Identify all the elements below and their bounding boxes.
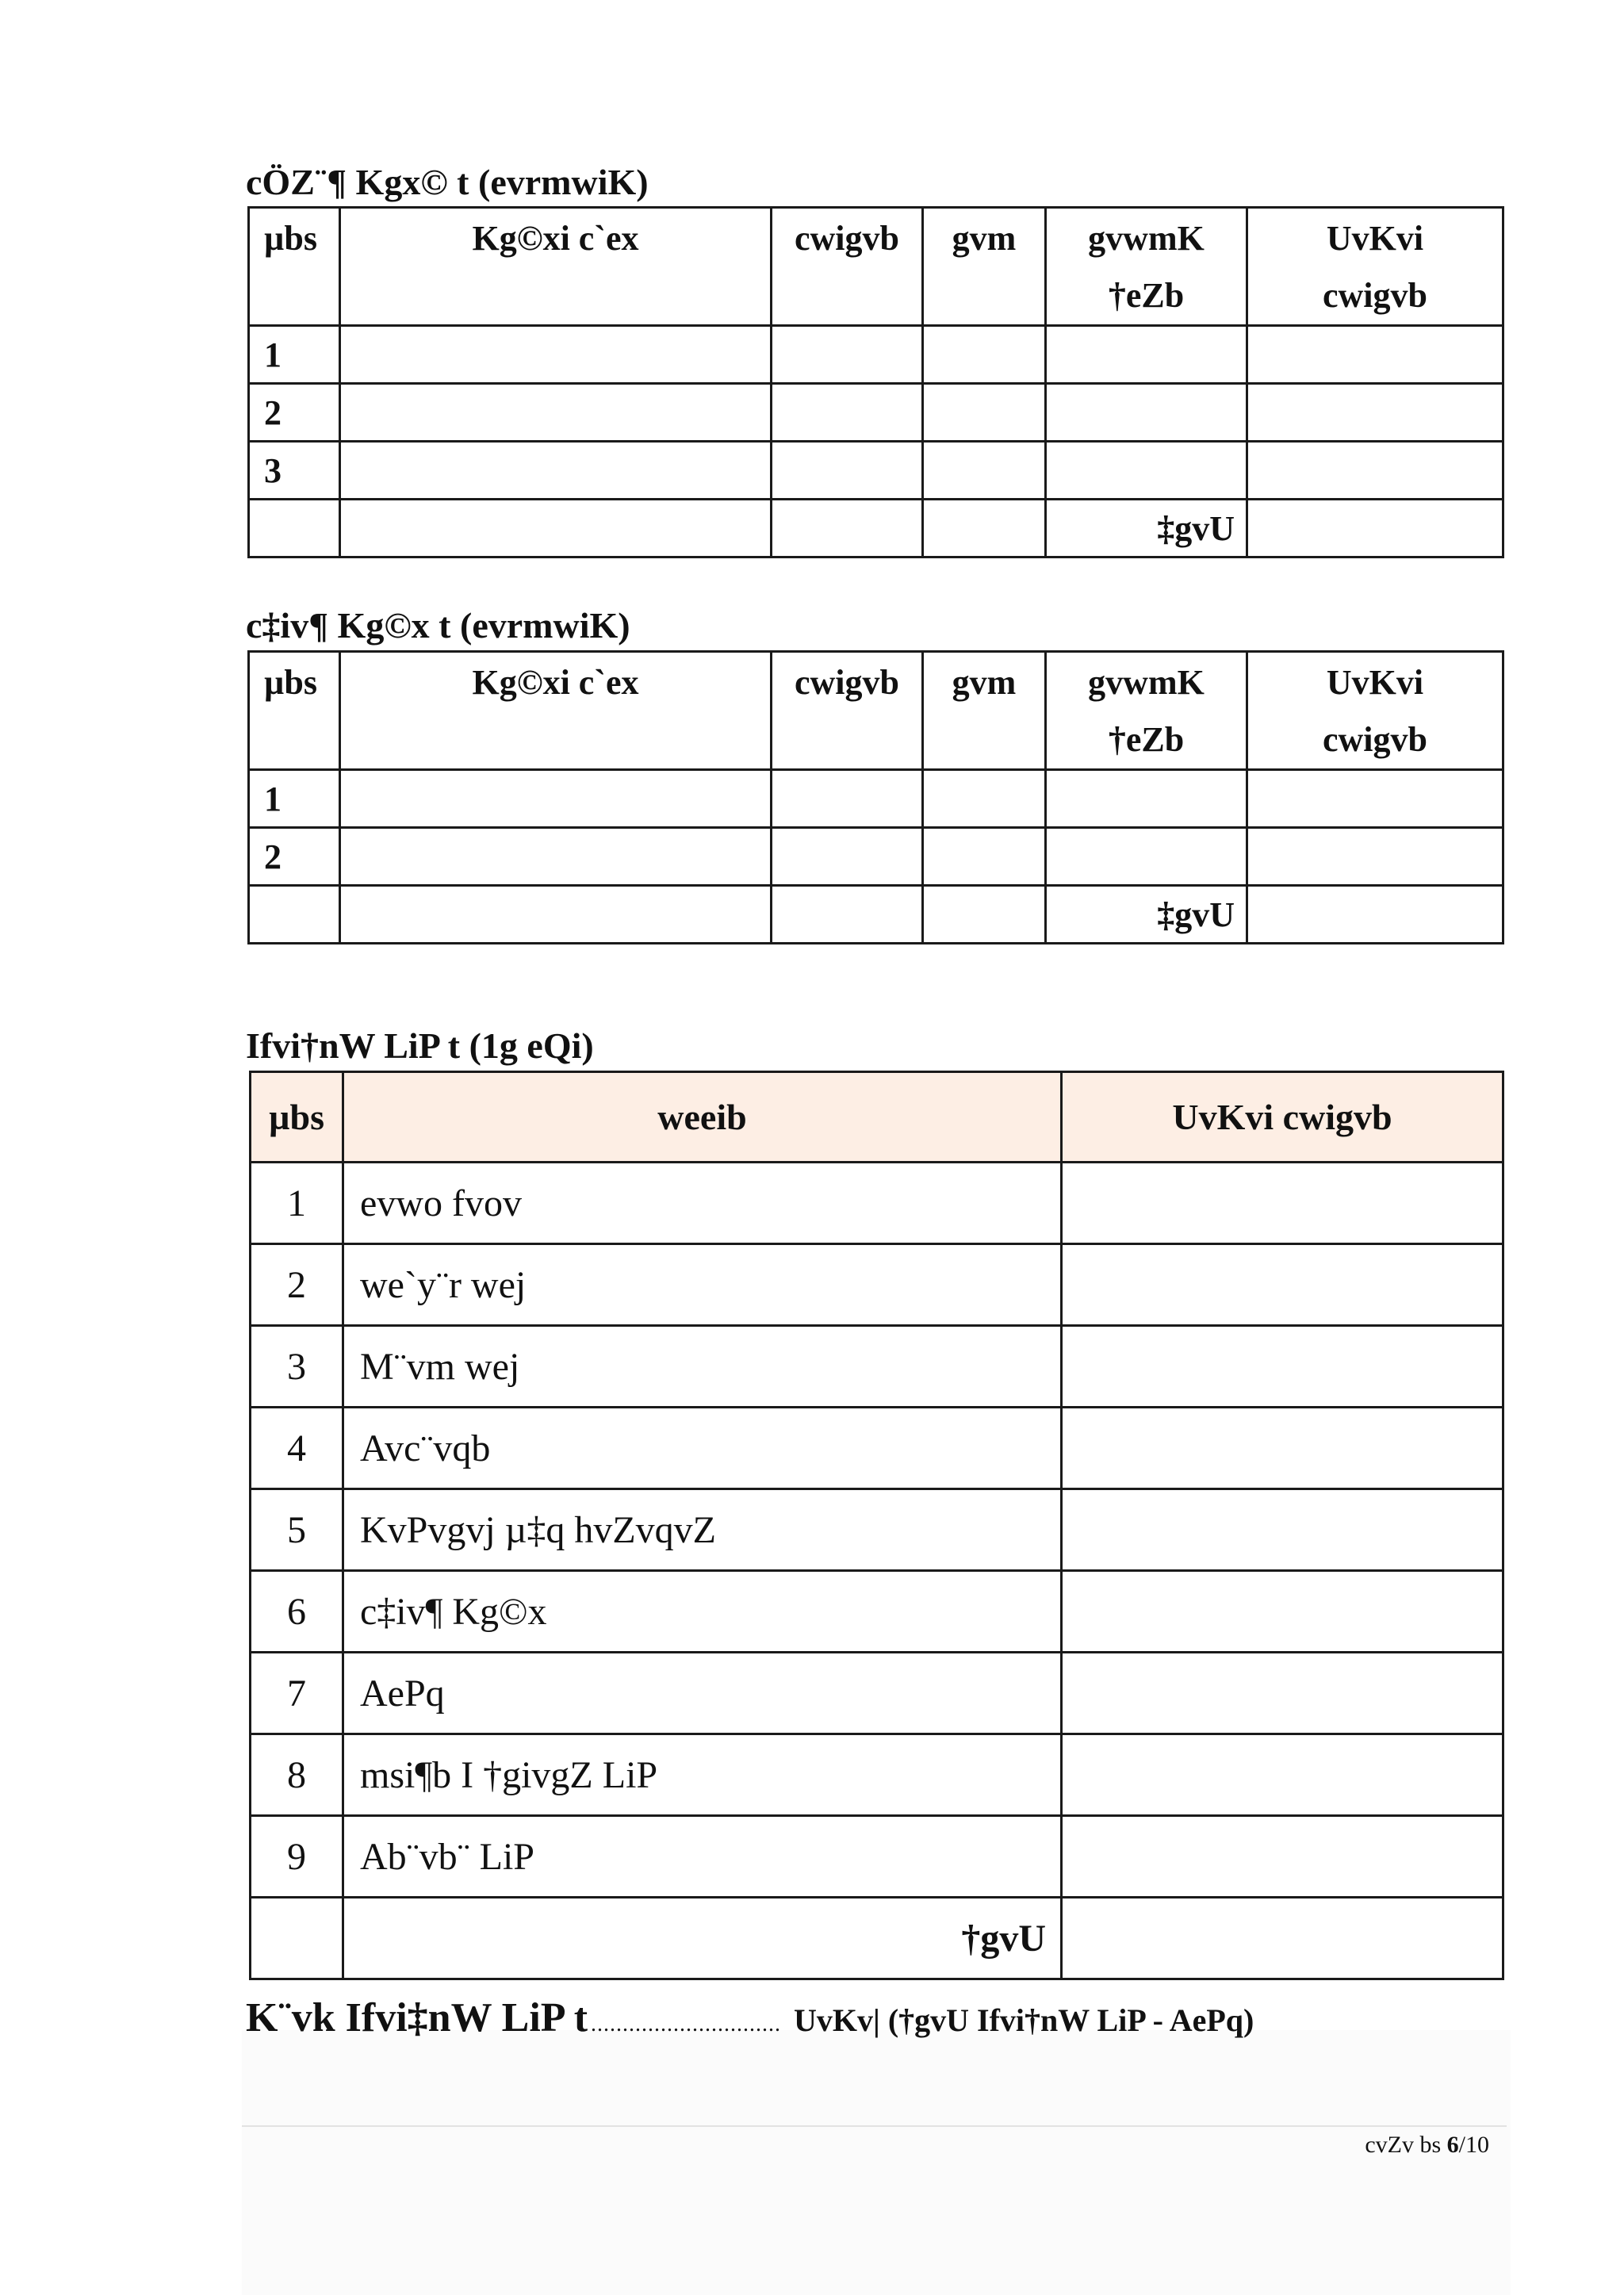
col-quantity-header: cwigvb: [772, 208, 923, 326]
total-value-cell: [1062, 1898, 1503, 1979]
table-row: [251, 1653, 1503, 1734]
row-description: Ab¨vb¨ LiP: [343, 1816, 1062, 1898]
table-row: [251, 1816, 1503, 1898]
col-quantity-header: cwigvb: [772, 652, 923, 770]
summary-label: K¨vk Ifvi‡nW LiP t: [246, 1995, 588, 2040]
section3-title: Ifvi†nW LiP t (1g eQi): [246, 1025, 594, 1066]
col-serial-header: µbs: [251, 1072, 343, 1163]
row-number: 3: [251, 1326, 343, 1408]
row-description: we`y¨r wej: [343, 1244, 1062, 1326]
col-serial-header: µbs: [249, 208, 340, 326]
row-number: 5: [251, 1489, 343, 1571]
col-monthly-salary-header: gvwmK †eZb: [1046, 208, 1247, 326]
total-row: [249, 500, 1503, 557]
summary-note: UvKv| (†gvU Ifvi†nW LiP - AePq): [794, 2002, 1254, 2038]
row-description: KvPvgvj µ‡q hvZvqvZ: [343, 1489, 1062, 1571]
footer-divider: [242, 2125, 1507, 2127]
table-row: [249, 384, 1503, 442]
col-month-header: gvm: [923, 208, 1046, 326]
table-row: [249, 326, 1503, 384]
row-number: 6: [251, 1571, 343, 1653]
row-description: msi¶b I †givgZ LiP: [343, 1734, 1062, 1816]
indirect-staff-table: [247, 650, 1504, 944]
table-row: [251, 1408, 1503, 1489]
col-description-header: weeib: [343, 1072, 1062, 1163]
row-number: 1: [249, 326, 340, 384]
page-number-total: /10: [1458, 2132, 1489, 2158]
row-description: c‡iv¶ Kg©x: [343, 1571, 1062, 1653]
col-position-header: Kg©xi c`ex: [340, 208, 772, 326]
table-header-row: [249, 652, 1503, 770]
page-number: [1365, 2132, 1489, 2159]
col-amount-header: UvKvi cwigvb: [1062, 1072, 1503, 1163]
row-description: AePq: [343, 1653, 1062, 1734]
row-number: 3: [249, 442, 340, 500]
section2-title: c‡iv¶ Kg©x t (evrmwiK): [246, 605, 630, 646]
row-description: Avc¨vqb: [343, 1408, 1062, 1489]
summary-fill-line: ..............................: [591, 2012, 782, 2036]
row-number: 8: [251, 1734, 343, 1816]
total-row: [251, 1898, 1503, 1979]
table-row: [249, 828, 1503, 886]
table-row: [251, 1734, 1503, 1816]
row-amount-cell: [1062, 1653, 1503, 1734]
table-row: [249, 442, 1503, 500]
table-row: [251, 1326, 1503, 1408]
row-number: 2: [249, 384, 340, 442]
row-amount-cell: [1062, 1571, 1503, 1653]
section1-title: cÖZ¨¶ Kgx© t (evrmwiK): [246, 162, 649, 202]
page-bottom-shade: [242, 2030, 1511, 2295]
row-number: 9: [251, 1816, 343, 1898]
row-number: 4: [251, 1408, 343, 1489]
table-row: [249, 770, 1503, 828]
page-number-prefix: cvZv bs: [1365, 2132, 1447, 2158]
row-number: 2: [251, 1244, 343, 1326]
row-amount-cell: [1062, 1734, 1503, 1816]
table-row: [251, 1571, 1503, 1653]
row-number: 1: [249, 770, 340, 828]
total-label: ‡gvU: [1046, 886, 1247, 944]
col-amount-header: UvKvi cwigvb: [1247, 208, 1503, 326]
row-number: 7: [251, 1653, 343, 1734]
col-month-header: gvm: [923, 652, 1046, 770]
row-amount-cell: [1062, 1408, 1503, 1489]
table-row: [251, 1163, 1503, 1244]
row-amount-cell: [1062, 1489, 1503, 1571]
row-number: 2: [249, 828, 340, 886]
col-amount-header: UvKvi cwigvb: [1247, 652, 1503, 770]
row-description: evwo fvov: [343, 1163, 1062, 1244]
row-amount-cell: [1062, 1326, 1503, 1408]
table-row: [251, 1489, 1503, 1571]
direct-staff-table: [247, 206, 1504, 558]
row-amount-cell: [1062, 1163, 1503, 1244]
cash-overhead-summary: [246, 1994, 1254, 2041]
col-serial-header: µbs: [249, 652, 340, 770]
overhead-cost-table: [249, 1071, 1504, 1980]
row-number: 1: [251, 1163, 343, 1244]
col-position-header: Kg©xi c`ex: [340, 652, 772, 770]
row-amount-cell: [1062, 1816, 1503, 1898]
table-header-row: [249, 208, 1503, 326]
col-monthly-salary-header: gvwmK †eZb: [1046, 652, 1247, 770]
total-row: [249, 886, 1503, 944]
total-value-cell: [1247, 500, 1503, 557]
table-header-row: [251, 1072, 1503, 1163]
total-value-cell: [1247, 886, 1503, 944]
row-description: M¨vm wej: [343, 1326, 1062, 1408]
row-amount-cell: [1062, 1244, 1503, 1326]
total-label: ‡gvU: [1046, 500, 1247, 557]
total-label: †gvU: [343, 1898, 1062, 1979]
table-row: [251, 1244, 1503, 1326]
page-number-current: 6: [1446, 2132, 1459, 2158]
